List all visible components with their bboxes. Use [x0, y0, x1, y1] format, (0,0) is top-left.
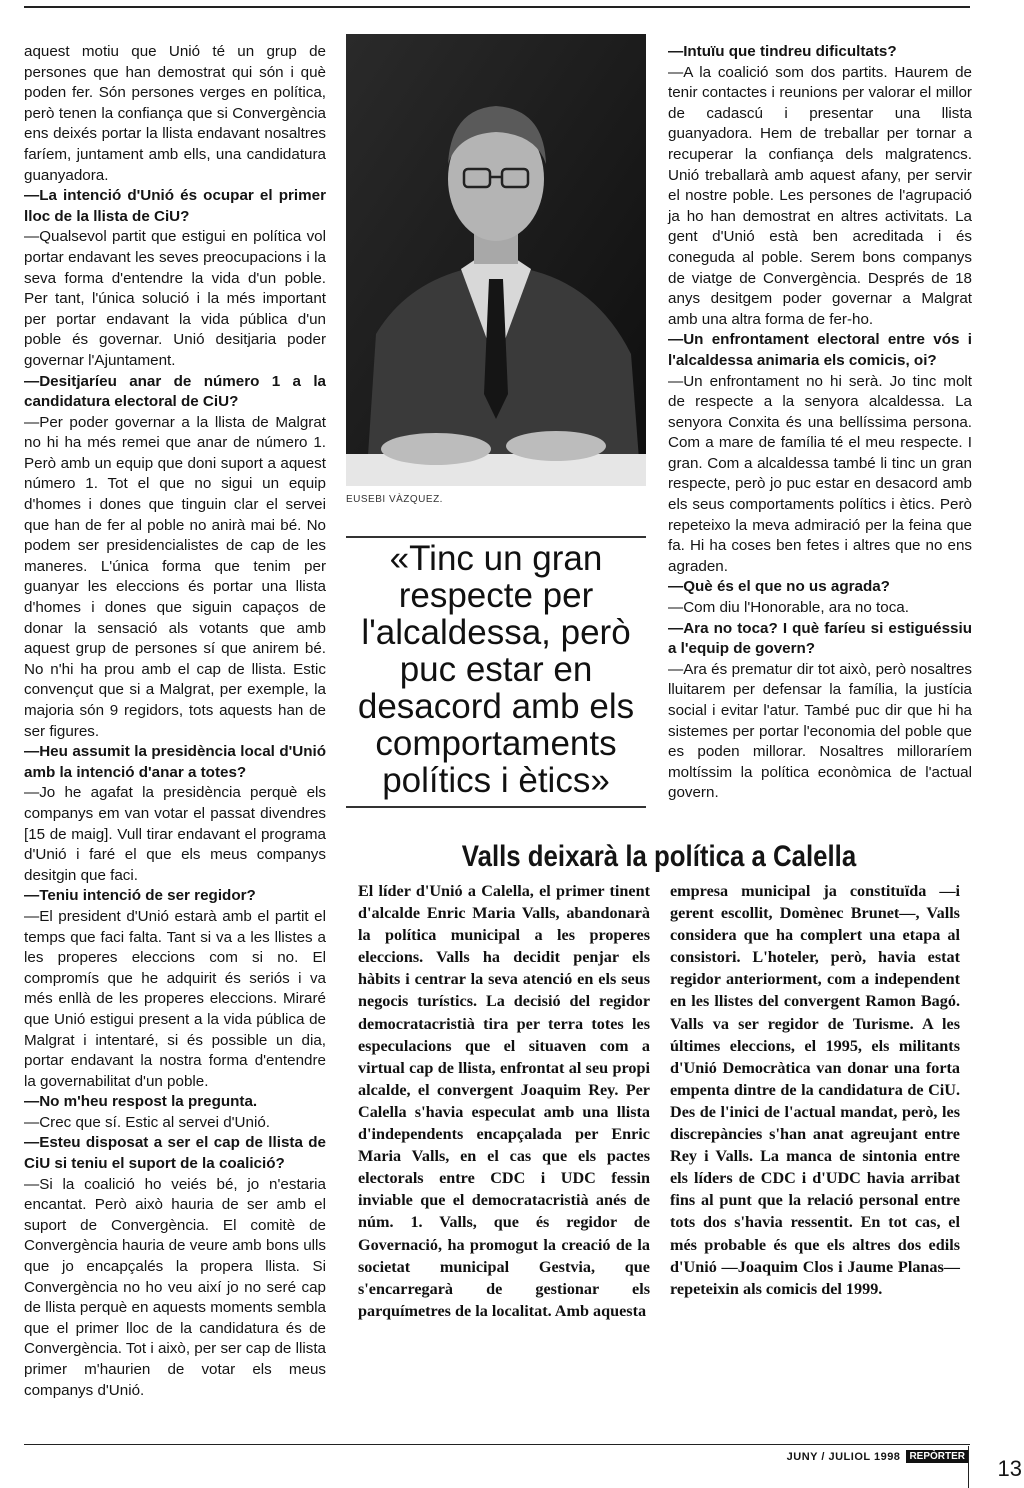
interview-column-left — [24, 42, 326, 1401]
interview-answer: —Jo he agafat la presidència perquè els companys em van votar el passat divendres [15 de maig]. Vull tirar endavant el programa d'Unió i faré el que els meus companys desitgin que faci. — [24, 784, 326, 884]
interview-answer: —A la coalició som dos partits. Haurem de tenir contactes i reunions per valorar el millor de cadascú i presentar una llista guanyadora. Hem de treballar per tornar a recuperar la confiança dels malgratencs. Unió treballarà amb aquest afany, per servir el nostre poble. Les persones de l'agrupació ja ho han demostrat en altres activitats. La gent d'Unió està ben acreditada i és coneguda al poble. Serem bons companys de viatge de Convergència. Després de 18 anys desitgem poder governar a Malgrat amb una altra forma de fer-ho. — [668, 63, 972, 328]
magazine-logo: REPÒRTER — [906, 1450, 968, 1463]
pullquote: «Tinc un gran respecte per l'alcaldessa, però puc estar en desacord amb els comportaments polítics i ètics» — [357, 539, 635, 800]
top-rule — [24, 6, 970, 8]
sidebar-text-col2: empresa municipal ja constituïda —i gerent escollit, Domènec Brunet—, Valls considera que ha complert una etapa al consistori. L'hoteler, però, havia estat regidor anteriorment, com a independent en les llistes del convergent Ramon Bagó. Valls va ser regidor de Turisme. A les últimes eleccions, el 1995, els militants d'Unió Democràtica van donar una forta empenta dintre de la candidatura de CiU. Des de l'inici de l'actual mandat, però, les discrepàncies s'han anat agreujant entre Rey i Valls. La manca de sintonia entre els líders de CDC i d'UDC havia arribat fins al punt que la relació personal entre tots dos s'havia ressentit. En tot cas, el més probable és que els altres dos edils d'Unió —Joaquim Clos i Jaume Planas— repeteixin als comicis del 1999. — [670, 882, 960, 1298]
page-number: 13 — [997, 1456, 1022, 1481]
interview-answer: —Un enfrontament no hi serà. Jo tinc molt de respecte a la senyora alcaldessa. La senyora Conxita és una bellíssima persona. Com a mare de família té el meu respecte. I gran. Com a alcaldessa també li tinc un gran respecte, però jo puc estar en desacord amb els seus comportaments polítics i ètics. Però repeteixo la meva admiració per la feina que fa. Hi ha coses ben fetes i altres que no ens agraden. — [668, 372, 972, 575]
interview-answer: —Com diu l'Honorable, ara no toca. — [668, 599, 909, 617]
interview-question: —Intuïu que tindreu dificultats? — [668, 43, 897, 60]
interview-question: —Ara no toca? I què faríeu si estiguéssiu a l'equip de govern? — [668, 619, 972, 658]
interview-column-right — [668, 42, 972, 804]
interview-question: —Teniu intenció de ser regidor? — [24, 887, 256, 905]
interview-answer: —Si la coalició ho veiés bé, jo n'estaria encantat. Però això hauria de ser amb el suport de Convergència. El comitè de Convergència hauria de veure amb bons ulls que jo encapçalés la propera llista. Si Convergència no ho veu així jo no seré cap de llista perquè en aquests moments sembla que el primer lloc de la candidatura és de Convergència. Tot i això, per ser cap de llista primer m'haurien de votar els meus companys d'Unió. — [24, 1175, 326, 1399]
interview-question: —La intenció d'Unió és ocupar el primer lloc de la llista de CiU? — [24, 187, 326, 225]
interview-answer: aquest motiu que Unió té un grup de persones que han demostrat qui són i què poden fer. Són persones verges en política, però tenen la confiança que si Convergència ens deixés portar la llista endavant nosaltres faríem, juntament amb ells, una candidatura guanyadora. — [24, 43, 326, 184]
interview-answer: —Per poder governar a la llista de Malgrat no hi ha més remei que anar de número 1. Però amb un equip que doni suport a aquest número 1. Tot el que no sigui un equip d'homes i dones que tinguin clar el servei que han de fer al poble no anirà mai bé. No podem ser presidencialistes de cap de les maneres. L'única forma que tenim per guanyar les eleccions és portar una llista d'homes i dones que siguin capaços de donar la sensació als votants que amb aquest grup de persones sí que anirem bé. No n'hi ha prou amb el cap de llista. Estic convençut que si a Malgrat, per exemple, la majoria són 9 regidors, tots aquests han de ser figures. — [24, 413, 326, 740]
interview-question: —Desitjaríeu anar de número 1 a la candidatura electoral de CiU? — [24, 372, 326, 411]
interview-question: —Heu assumit la presidència local d'Unió amb la intenció d'anar a totes? — [24, 743, 326, 781]
interview-answer: —Qualsevol partit que estigui en política vol portar endavant les seves preocupacions i la seva forma d'entendre la vida d'un poble. Per tant, l'única solució i la més important per portar endavant la vida pública d'un poble és governar. Unió desitjaria poder governar l'Ajuntament. — [24, 228, 326, 369]
bottom-rule — [24, 1444, 970, 1445]
pullquote-rule-bottom — [346, 806, 646, 808]
portrait-photo — [346, 34, 646, 486]
portrait-illustration — [346, 34, 646, 486]
page-footer — [787, 1450, 968, 1463]
sidebar-headline: Valls deixarà la política a Calella — [461, 840, 857, 873]
interview-question: —No m'heu respost la pregunta. — [24, 1093, 258, 1111]
sidebar-text-col1: El líder d'Unió a Calella, el primer tinent d'alcalde Enric Maria Valls, abandonarà la política municipal a les properes eleccions. Valls ha decidit penjar els hàbits i centrar la seva atenció en els seus negocis turístics. La decisió del regidor democratacristià tira per terra totes les especulacions que el situaven com a virtual cap de llista, enfrontat al seu propi alcalde, el convergent Joaquim Rey. Per Calella s'havia especulat amb una llista d'independents encapçalada per Enric Maria Valls, en el cas que els pactes electorals entre CDC i UDC fessin inviable que el democratacristià anés de núm. 1. Valls, que és regidor de Governació, ha promogut la creació de la societat municipal Gestvia, que s'encarregarà de gestionar els parquímetres de la localitat. Amb aquesta — [358, 882, 650, 1320]
interview-answer: —Crec que sí. Estic al servei d'Unió. — [24, 1113, 270, 1131]
photo-credit: EUSEBI VÀZQUEZ. — [346, 494, 443, 505]
interview-answer: —El president d'Unió estarà amb el partit el temps que faci falta. Tant si va a les llistes a les properes eleccions com si no. El compromís que he adquirit és seriós i va més enllà de les properes eleccions. Miraré que Unió estigui present a la vida pública de Malgrat i intentaré, si és possible un dia, portar endavant la nostra forma d'entendre la governabilitat d'un poble. — [24, 907, 326, 1090]
interview-question: —Esteu disposat a ser el cap de llista de CiU si teniu el suport de la coalició? — [24, 1134, 326, 1173]
interview-question: —Un enfrontament electoral entre vós i l'alcaldessa animaria els comicis, oi? — [668, 331, 972, 369]
pullquote-rule-top — [346, 536, 646, 538]
interview-question: —Què és el que no us agrada? — [668, 578, 890, 596]
issue-date: JUNY / JULIOL 1998 — [786, 1450, 901, 1463]
interview-answer: —Ara és prematur dir tot això, però nosaltres lluitarem per defensar la família, la justícia social i evitar l'atur. També puc dir que hi ha sistemes per portar l'economia del poble que es poden millorar. Nosaltres milloraríem moltíssim la política econòmica de l'actual govern. — [668, 660, 972, 802]
